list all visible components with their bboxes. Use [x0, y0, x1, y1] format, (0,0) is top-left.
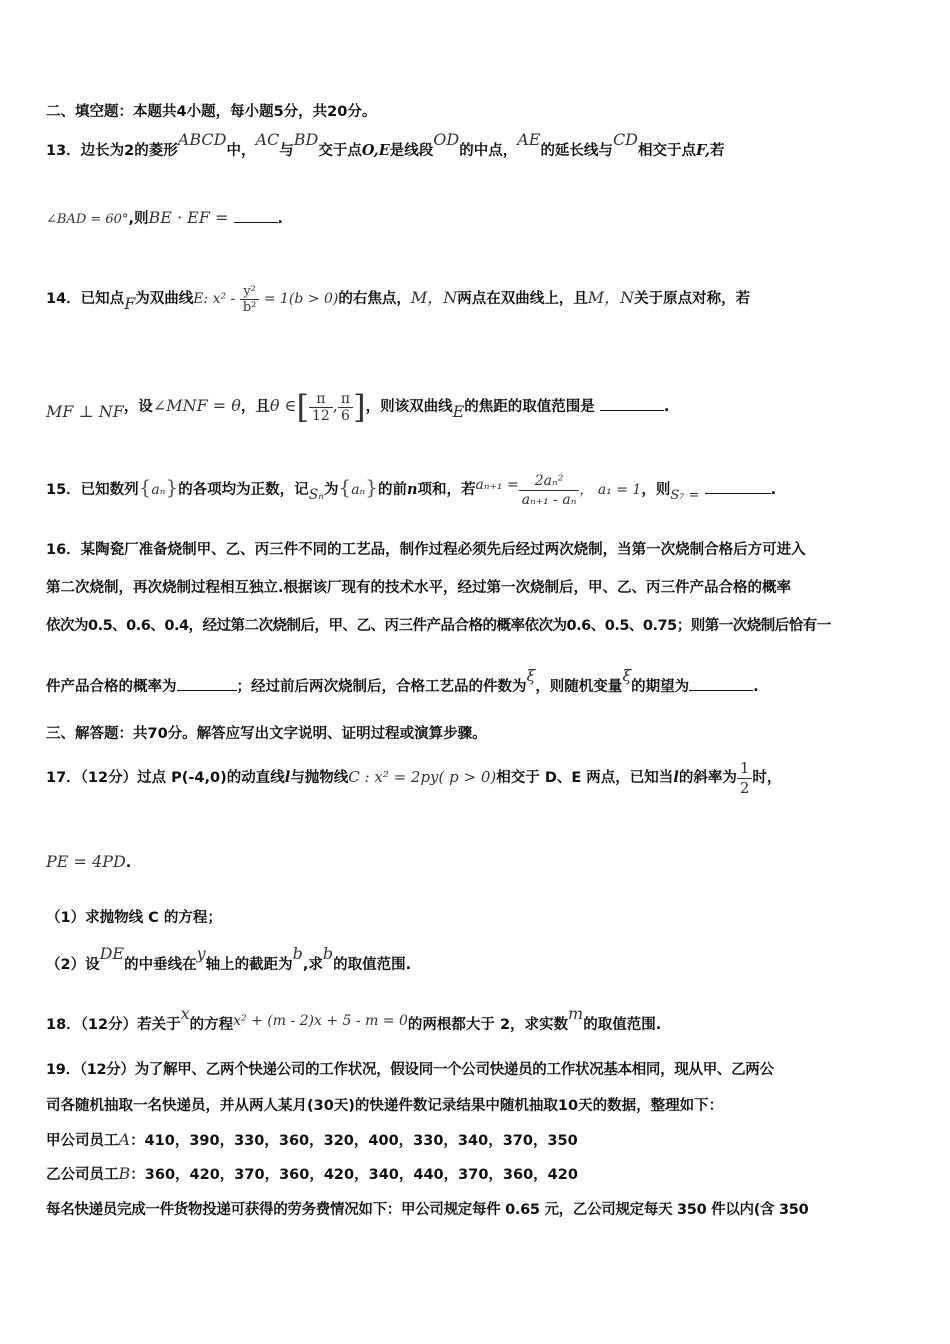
answer-blank-14[interactable]	[600, 410, 664, 411]
question-17-line-1: 17．（12分）过点 P(-4,0)的动直线l与抛物线C : x² = 2py( p > 0)相交于 D、E 两点，已知当l的斜率为 $\frac{1}{2}$ 时，	[46, 758, 782, 797]
question-19-line-2: 司各随机抽取一名快递员，并从两人某月(30天)的快递件数记录结果中随机抽取10天的数据，整理如下：	[46, 1098, 724, 1114]
recurrence-fraction: $\frac{\text{2aₙ²}}{\text{aₙ₊₁ - aₙ}}$	[519, 472, 580, 509]
question-16-line-1: 16．某陶瓷厂准备烧制甲、乙、丙三件不同的工艺品，制作过程必须先后经过两次烧制，当第一次烧制合格后方可进入	[46, 542, 806, 558]
pi-over-12: $\frac{\pi}{12}$	[309, 391, 333, 424]
question-19-line-5: 每名快递员完成一件货物投递可获得的劳务费情况如下：甲公司规定每件 0.65 元，乙公司规定每天 350 件以内(含 350	[46, 1202, 809, 1218]
question-16-line-4: 件产品合格的概率为 ；经过前后两次烧制后，合格工艺品的件数为ξ，则随机变量ξ的期望为 .	[46, 666, 759, 695]
answer-blank-16b[interactable]	[689, 690, 753, 691]
slope-fraction: $\frac{1}{2}$	[737, 759, 753, 798]
company-a-data: 甲公司员工A：410，390，330，360，320，400，330，340，370，350	[46, 1130, 578, 1149]
question-13-line-1: 13．边长为2的菱形ABCD中，AC与BD交于点O,E是线段OD的中点，AE的延长线与CD相交于点F,若	[46, 130, 725, 159]
question-13-line-2: ∠BAD = 60°,则BE · EF = .	[46, 208, 284, 227]
answer-blank-13[interactable]	[234, 222, 278, 223]
section-2-heading: 二、填空题：本题共4小题，每小题5分，共20分。	[46, 104, 377, 120]
question-16-line-2: 第二次烧制，再次烧制过程相互独立.根据该厂现有的技术水平，经过第一次烧制后，甲、乙、丙三件产品合格的概率	[46, 580, 792, 596]
question-19-line-1: 19．（12分）为了解甲、乙两个快递公司的工作状况，假设同一个公司快递员的工作状况基本相同，现从甲、乙两公	[46, 1062, 774, 1078]
question-15: 15．已知数列{aₙ}的各项均为正数，记Sₙ为{aₙ}的前n项和，若aₙ₊₁ = $\frac{\text{2aₙ²}}{\text{aₙ₊₁ - aₙ}}$ ， a₁ = 1，则S₇ = .	[46, 472, 777, 508]
question-17-sub-1: （1）求抛物线 C 的方程；	[46, 910, 222, 926]
question-18: 18．（12分）若关于x的方程x² + (m - 2)x + 5 - m = 0的两根都大于 2，求实数m的取值范围.	[46, 1004, 662, 1033]
question-17-line-2: PE = 4PD.	[46, 852, 132, 871]
section-3-heading: 三、解答题：共70分。解答应写出文字说明、证明过程或演算步骤。	[46, 726, 487, 742]
question-17-sub-2: （2）设DE的中垂线在y轴上的截距为b,求b的取值范围.	[46, 944, 412, 973]
answer-blank-15[interactable]	[705, 493, 771, 494]
question-16-line-3: 依次为0.5、0.6、0.4，经过第二次烧制后，甲、乙、丙三件产品合格的概率依次为0.6、0.5、0.75；则第一次烧制后恰有一	[46, 618, 831, 634]
question-14-line-1: 14．已知点F为双曲线E: x² - $\frac{\text{y²}}{\text{b²}}$ = 1(b > 0)的右焦点，M，N两点在双曲线上，且M，N关于原点对称，若	[46, 283, 751, 315]
question-14-line-2: MF ⊥ NF，设∠MNF = θ，且θ ∈[ $\frac{\pi}{12}$ , $\frac{\pi}{6}$ ]，则该双曲线E的焦距的取值范围是 .	[46, 388, 670, 426]
company-b-data: 乙公司员工B：360，420，370，360，420，340，440，370，360，420	[46, 1164, 578, 1183]
hyperbola-fraction: $\frac{\text{y²}}{\text{b²}}$	[240, 284, 260, 315]
answer-blank-16a[interactable]	[177, 690, 237, 691]
pi-over-6: $\frac{\pi}{6}$	[338, 391, 353, 424]
